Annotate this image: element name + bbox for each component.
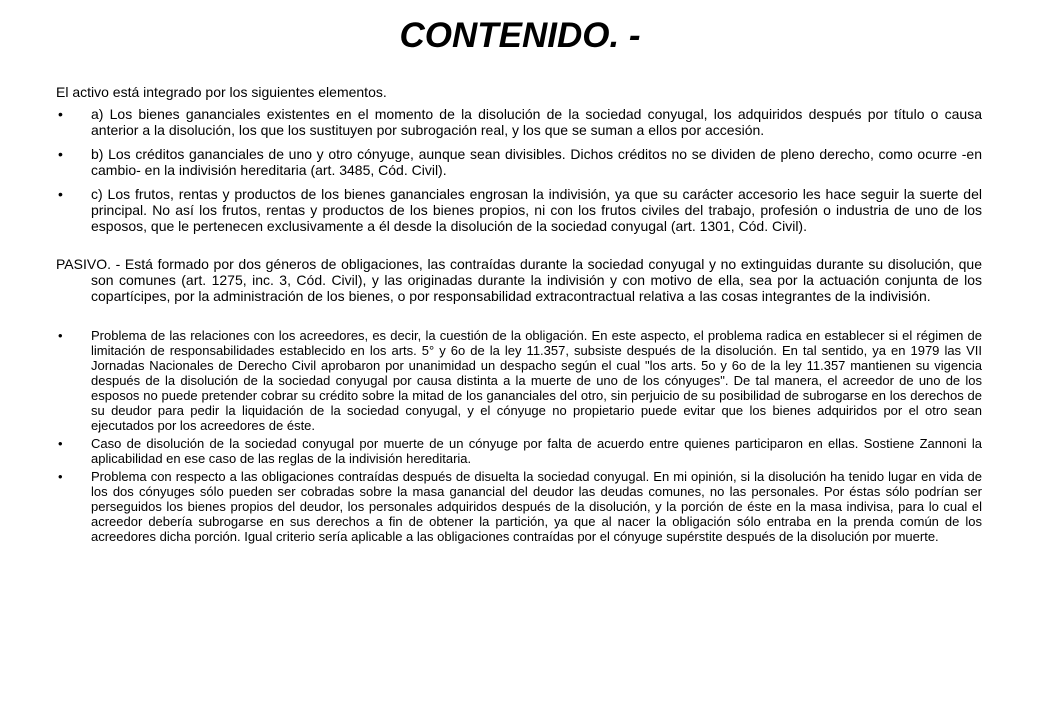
slide-body <box>56 84 982 547</box>
activo-list <box>56 106 982 234</box>
activo-item-a: • a) Los bienes gananciales existentes en el momento de la disolución de la sociedad conyugal, los adquiridos después por título o causa anterior a la disolución, los que los sustituyen por subrogación real, y los que se suman a ellos por accesión. <box>56 106 982 138</box>
problema-acreedores: • Problema de las relaciones con los acreedores, es decir, la cuestión de la obligación. En este aspecto, el problema radica en establecer si el régimen de limitación de responsabilidades establecido en los arts. 5° y 6o de la ley 11.357, subsiste después de la disolución. En tal sentido, ya en 1979 las VII Jornadas Nacionales de Derecho Civil aprobaron por unanimidad un despacho según el cual "los arts. 5o y 6o de la ley 11.357 mantienen su vigencia después de la disolución de la sociedad conyugal por causa distinta a la muerte de uno de los cónyuges". De tal manera, el acreedor de uno de los esposos no puede pretender cobrar su crédito sobre la mitad de los gananciales del otro, sin perjuicio de su posibilidad de subrogarse en los derechos de su deudor para pedir la liquidación de la sociedad conyugal, y el cónyuge no propietario puede evitar que los bienes adquiridos por el otro sean ejecutados por los acreedores de éste. <box>56 328 982 433</box>
activo-item-c: • c) Los frutos, rentas y productos de los bienes gananciales engrosan la indivisión, ya que su carácter accesorio les hace seguir la suerte del principal. No así los frutos, rentas y productos de los bienes propios, ni con los frutos civiles del trabajo, profesión o industria de uno de los esposos, que le pertenecen exclusivamente a él desde la disolución de la sociedad conyugal (art. 1301, Cód. Civil). <box>56 186 982 234</box>
activo-item-b: • b) Los créditos gananciales de uno y otro cónyuge, aunque sean divisibles. Dichos créditos no se dividen de pleno derecho, como ocurre -en cambio- en la indivisión hereditaria (art. 3485, Cód. Civil). <box>56 146 982 178</box>
problemas-list <box>56 328 982 544</box>
pasivo-paragraph: PASIVO. - Está formado por dos géneros de obligaciones, las contraídas durante la sociedad conyugal y no extinguidas durante su disolución, que son comunes (art. 1275, inc. 3, Cód. Civil), y las originadas durante la indivisión y con motivo de ella, sea por la actuación conjunta de los copartícipes, por la administración de los bienes, o por responsabilidad extracontractual relativa a las cosas integrantes de la indivisión. <box>56 256 982 304</box>
problema-disolucion-muerte: • Caso de disolución de la sociedad conyugal por muerte de un cónyuge por falta de acuerdo entre quienes participaron en ellas. Sostiene Zannoni la aplicabilidad en ese caso de las reglas de la indivisión hereditaria. <box>56 436 982 466</box>
activo-intro: El activo está integrado por los siguientes elementos. <box>56 84 387 100</box>
problema-obligaciones-posteriores: • Problema con respecto a las obligaciones contraídas después de disuelta la sociedad conyugal. En mi opinión, si la disolución ha tenido lugar en vida de los dos cónyuges sólo pueden ser cobradas sobre la masa ganancial del deudor las deudas comunes, no las personales. Por éstas sólo podrían ser perseguidos los bienes propios del deudor, los personales adquiridos después de la disolución, y la porción de éste en la masa indivisa, para lo cual el acreedor debería subrogarse en sus derechos a fin de obtener la partición, ya que al nacer la obligación sólo entraba en la prenda común de los acreedores dicha porción. Igual criterio sería aplicable a las obligaciones contraídas por el cónyuge supérstite después de la disolución por muerte. <box>56 469 982 544</box>
slide-title: CONTENIDO. - <box>399 16 641 55</box>
